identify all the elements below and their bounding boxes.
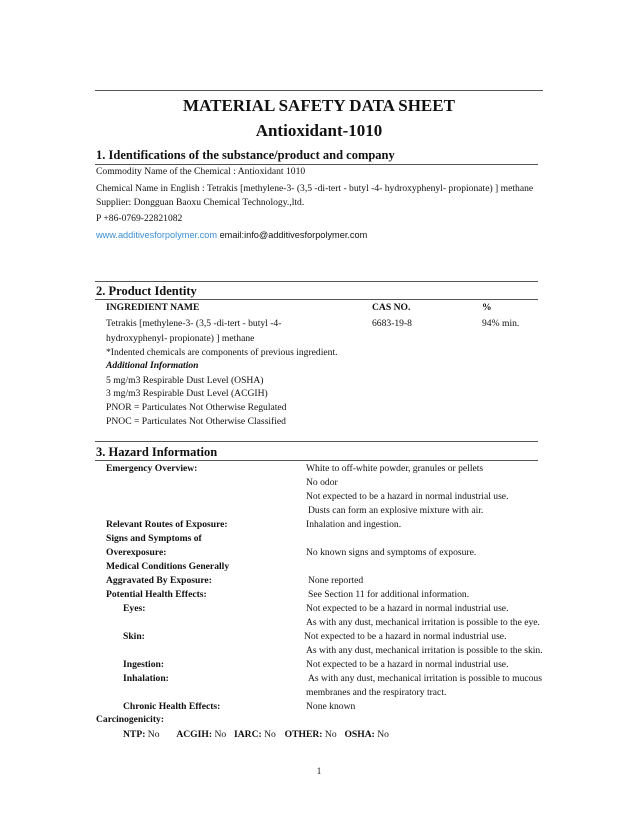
eyes-label: Eyes: — [123, 603, 146, 614]
additional-item: 5 mg/m3 Respirable Dust Level (OSHA) — [106, 375, 264, 386]
emergency-overview-label: Emergency Overview: — [106, 463, 198, 474]
col-cas-no: CAS NO. — [372, 302, 411, 313]
cas-number: 6683-19-8 — [372, 318, 412, 329]
chronic-label: Chronic Health Effects: — [123, 701, 221, 712]
top-rule — [95, 90, 543, 91]
other-label: OTHER: — [284, 729, 323, 740]
iarc-value: No — [261, 729, 276, 740]
section-2-rule — [95, 299, 538, 300]
skin-label: Skin: — [123, 631, 145, 642]
routes-value: Inhalation and ingestion. — [306, 519, 402, 530]
eyes-line: Not expected to be a hazard in normal industrial use. — [306, 603, 509, 614]
ntp-value: No — [145, 729, 160, 740]
email: email:info@additivesforpolymer.com — [217, 230, 368, 240]
iarc-label: IARC: — [233, 729, 262, 740]
emergency-line: No odor — [306, 477, 338, 488]
carcinogenicity-row — [123, 729, 389, 740]
chemical-name: Chemical Name in English : Tetrakis [methylene-3- (3,5 -di-tert - butyl -4- hydroxyphenyl- propionate) ] methane — [96, 183, 534, 194]
medical-label: Aggravated By Exposure: — [106, 575, 212, 586]
skin-line: As with any dust, mechanical irritation is possible to the skin. — [306, 645, 543, 656]
chronic-value: None known — [306, 701, 356, 712]
signs-value: No known signs and symptoms of exposure. — [306, 547, 477, 558]
emergency-line: Dusts can form an explosive mixture with air. — [308, 505, 484, 516]
eyes-line: As with any dust, mechanical irritation is possible to the eye. — [306, 617, 540, 628]
section-3-heading: 3. Hazard Information — [96, 445, 218, 459]
emergency-line: Not expected to be a hazard in normal industrial use. — [306, 491, 509, 502]
section-2-top-rule — [95, 281, 538, 282]
section-3-rule — [95, 460, 538, 461]
inhalation-line: membranes and the respiratory tract. — [306, 687, 447, 698]
carcinogenicity-label: Carcinogenicity: — [96, 714, 165, 725]
inhalation-label: Inhalation: — [123, 673, 169, 684]
routes-label: Relevant Routes of Exposure: — [106, 519, 228, 530]
ntp-label: NTP: — [123, 729, 146, 740]
section-2-heading: 2. Product Identity — [96, 284, 197, 298]
acgih-label: ACGIH: — [176, 729, 213, 740]
document-subtitle: Antioxidant-1010 — [255, 121, 383, 140]
skin-line: Not expected to be a hazard in normal industrial use. — [304, 631, 507, 642]
commodity-name: Commodity Name of the Chemical : Antioxidant 1010 — [96, 166, 306, 177]
ingestion-label: Ingestion: — [123, 659, 165, 670]
section-1-rule — [95, 164, 538, 165]
contact-line — [96, 230, 367, 240]
ingestion-value: Not expected to be a hazard in normal industrial use. — [306, 659, 509, 670]
website-link[interactable]: www.additivesforpolymer.com — [96, 230, 218, 240]
additional-item: 3 mg/m3 Respirable Dust Level (ACGIH) — [106, 388, 268, 399]
document-title: MATERIAL SAFETY DATA SHEET — [183, 96, 455, 115]
section-3-top-rule — [95, 441, 538, 442]
col-percent: % — [482, 302, 492, 313]
page-number: 1 — [316, 766, 322, 776]
medical-label: Medical Conditions Generally — [106, 561, 230, 572]
medical-value: None reported — [308, 575, 364, 586]
section-1-heading: 1. Identifications of the substance/product and company — [96, 148, 395, 162]
other-value: No — [322, 729, 337, 740]
additional-info-title: Additional Information — [106, 360, 199, 371]
potential-health-label: Potential Health Effects: — [106, 589, 207, 600]
indented-note: *Indented chemicals are components of previous ingredient. — [106, 347, 338, 358]
osha-label: OSHA: — [344, 729, 375, 740]
percent-value: 94% min. — [482, 318, 520, 329]
ingredient-name-line-2: hydroxyphenyl- propionate) ] methane — [106, 333, 255, 344]
phone: P +86-0769-22821082 — [96, 213, 183, 224]
signs-label: Overexposure: — [106, 547, 167, 558]
additional-item: PNOR = Particulates Not Otherwise Regulated — [106, 402, 287, 413]
ingredient-name-line-1: Tetrakis [methylene-3- (3,5 -di-tert - butyl -4- — [106, 318, 282, 329]
potential-health-value: See Section 11 for additional information. — [308, 589, 470, 600]
supplier: Supplier: Dongguan Baoxu Chemical Technology.,ltd. — [96, 197, 305, 208]
col-ingredient-name: INGREDIENT NAME — [106, 302, 200, 313]
emergency-line: White to off-white powder, granules or pellets — [306, 463, 484, 474]
inhalation-line: As with any dust, mechanical irritation is possible to mucous — [308, 673, 542, 684]
signs-label: Signs and Symptoms of — [106, 533, 202, 544]
osha-value: No — [374, 729, 389, 740]
acgih-value: No — [212, 729, 227, 740]
additional-item: PNOC = Particulates Not Otherwise Classified — [106, 416, 286, 427]
